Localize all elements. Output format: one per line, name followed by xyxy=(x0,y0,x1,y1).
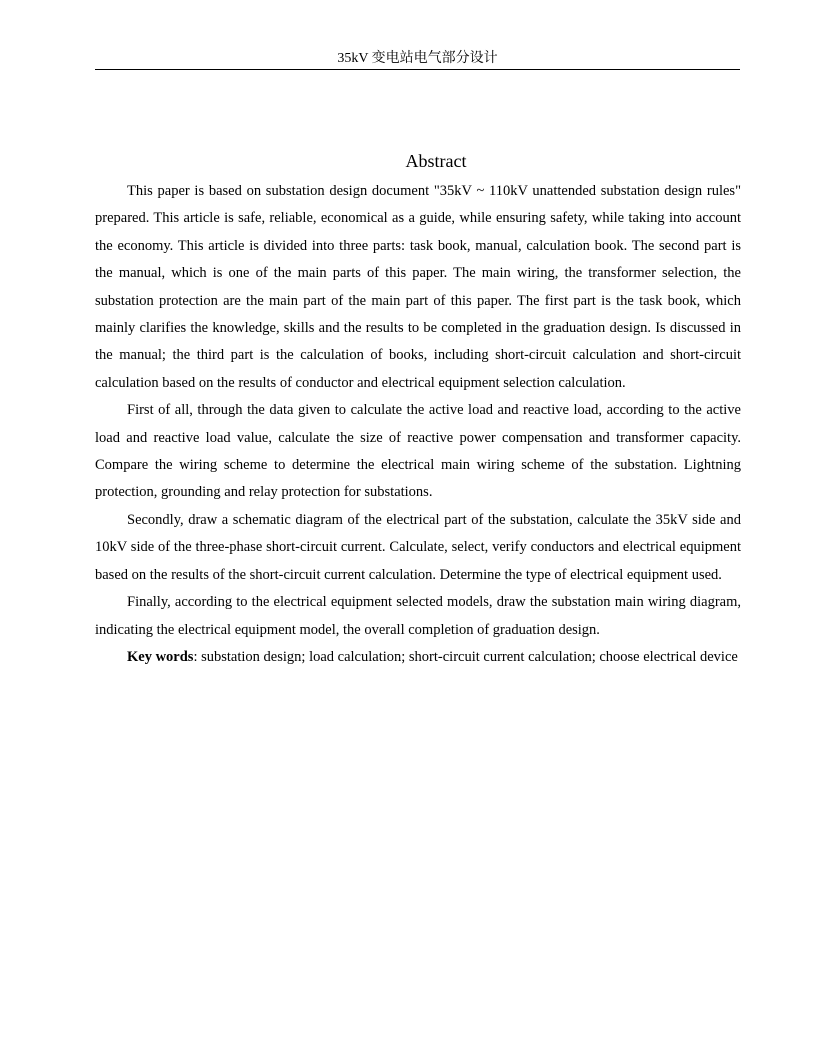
abstract-body xyxy=(95,178,741,671)
abstract-paragraph-3: Secondly, draw a schematic diagram of the electrical part of the substation, calculate the 35kV side and 10kV side of the three-phase short-circuit current. Calculate, select, verify conductors and electrical equipment based on the results of the short-circuit current calculation. Determine the type of electrical equipment used. xyxy=(95,511,741,583)
abstract-paragraph-2: First of all, through the data given to calculate the active load and reactive load, according to the active load and reactive load value, calculate the size of reactive power compensation and transformer capacity. Compare the wiring scheme to determine the electrical main wiring scheme of the substation. Lightning protection, grounding and relay protection for substations. xyxy=(95,402,741,501)
keywords-text: : substation design; load calculation; short-circuit current calculation; choose electrical device xyxy=(193,648,738,665)
header-rule xyxy=(95,69,740,70)
keywords-label: Key words xyxy=(127,648,194,665)
running-header: 35kV 变电站电气部分设计 xyxy=(337,51,498,66)
abstract-paragraph-4: Finally, according to the electrical equipment selected models, draw the substation main wiring diagram, indicating the electrical equipment model, the overall completion of graduation design. xyxy=(95,594,741,638)
abstract-heading: Abstract xyxy=(405,151,467,171)
abstract-paragraph-1: This paper is based on substation design document "35kV ~ 110kV unattended substation design rules" prepared. This article is safe, reliable, economical as a guide, while ensuring safety, while taking into account the economy. This article is divided into three parts: task book, manual, calculation book. The second part is the manual, which is one of the main parts of this paper. The main wiring, the transformer selection, the substation protection are the main part of the main part of this paper. The first part is the task book, which mainly clarifies the knowledge, skills and the results to be completed in the graduation design. Is discussed in the manual; the third part is the calculation of books, including short-circuit calculation and short-circuit calculation based on the results of conductor and electrical equipment selection calculation. xyxy=(95,183,741,391)
keywords-paragraph xyxy=(95,644,741,671)
